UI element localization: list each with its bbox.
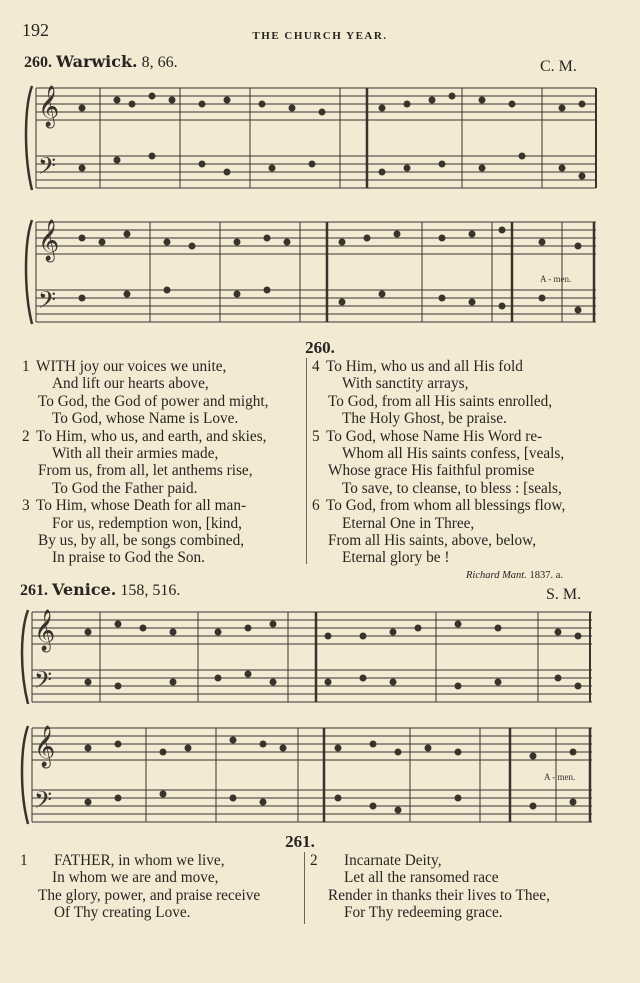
svg-text:𝄢: 𝄢 <box>38 286 57 319</box>
verse: 2 Incarnate Deity, Let all the ransomed race Render in thanks their lives to Thee, For Thy redeeming grace. <box>310 852 550 922</box>
author-credit: Richard Mant. 1837. a. <box>466 570 564 581</box>
svg-text:𝄢: 𝄢 <box>38 152 57 185</box>
verses-left-260 <box>22 358 307 567</box>
verse: 5 To God, whose Name His Word re- Whom all His saints confess, [veals, Whose grace His faithful promise To save, to cleanse, to bless : [seals, <box>312 427 565 497</box>
tune-number: 261. <box>20 582 48 599</box>
tune-name: Venice. <box>52 580 117 599</box>
tune-name: Warwick. <box>56 52 138 71</box>
amen-label: A - men. <box>540 274 572 284</box>
barlines <box>100 612 590 702</box>
page-number: 192 <box>22 20 49 40</box>
music-notes <box>38 85 586 185</box>
music-system-260-a <box>22 78 602 203</box>
music-system-260-b <box>22 212 602 337</box>
barlines <box>100 88 596 188</box>
meter-260: C. M. <box>540 58 577 75</box>
column-divider <box>306 358 307 564</box>
verses-left-261 <box>20 852 305 922</box>
verse: 2 To Him, who us, and earth, and skies, With all their armies made, From us, from all, let anthems rise, To God the Father paid. <box>22 427 267 497</box>
verse: 3 To Him, whose Death for all man- For us, redemption won, [kind, By us, by all, be songs combined, In praise to God the Son. <box>22 497 247 567</box>
music-notes <box>34 725 577 819</box>
tune-refs: 8, 66. <box>141 54 178 71</box>
meter-261: S. M. <box>546 586 582 603</box>
treble-staff <box>32 612 592 644</box>
verses-right-260 <box>312 358 612 567</box>
amen-label: A - men. <box>544 772 576 782</box>
tune-number: 260. <box>24 54 52 71</box>
music-notes <box>38 219 582 319</box>
barlines <box>150 222 594 322</box>
music-system-261-b <box>18 718 598 830</box>
svg-text:𝄞: 𝄞 <box>34 610 56 651</box>
tune-refs: 158, 516. <box>120 582 181 599</box>
verse: 1 FATHER, in whom we live, In whom we are and move, The glory, power, and praise receive Of Thy creating Love. <box>20 852 261 922</box>
barlines <box>146 728 590 822</box>
hymn-number-260: 260. <box>305 338 335 357</box>
bass-staff <box>32 790 592 822</box>
svg-text:𝄞: 𝄞 <box>38 220 60 261</box>
column-divider <box>304 852 305 924</box>
svg-text:𝄞: 𝄞 <box>38 86 60 127</box>
music-system-261-a <box>18 602 598 714</box>
svg-text:𝄢: 𝄢 <box>34 666 53 699</box>
hymn-number-261: 261. <box>285 832 315 851</box>
tune-heading-260 <box>24 52 178 72</box>
running-head: THE CHURCH YEAR. <box>252 30 388 42</box>
svg-text:𝄞: 𝄞 <box>34 726 56 767</box>
verses-right-261 <box>310 852 610 922</box>
tune-heading-261 <box>20 580 180 600</box>
verse: 4 To Him, who us and all His fold With sanctity arrays, To God, from all His saints enrolled, The Holy Ghost, be praise. <box>312 358 553 428</box>
verse: 6 To God, from whom all blessings flow, Eternal One in Three, From all His saints, above, below, Eternal glory be ! <box>312 497 566 567</box>
svg-text:𝄢: 𝄢 <box>34 786 53 819</box>
verse: 1 WITH joy our voices we unite, And lift our hearts above, To God, the God of power and might, To God, whose Name is Love. <box>22 358 269 428</box>
